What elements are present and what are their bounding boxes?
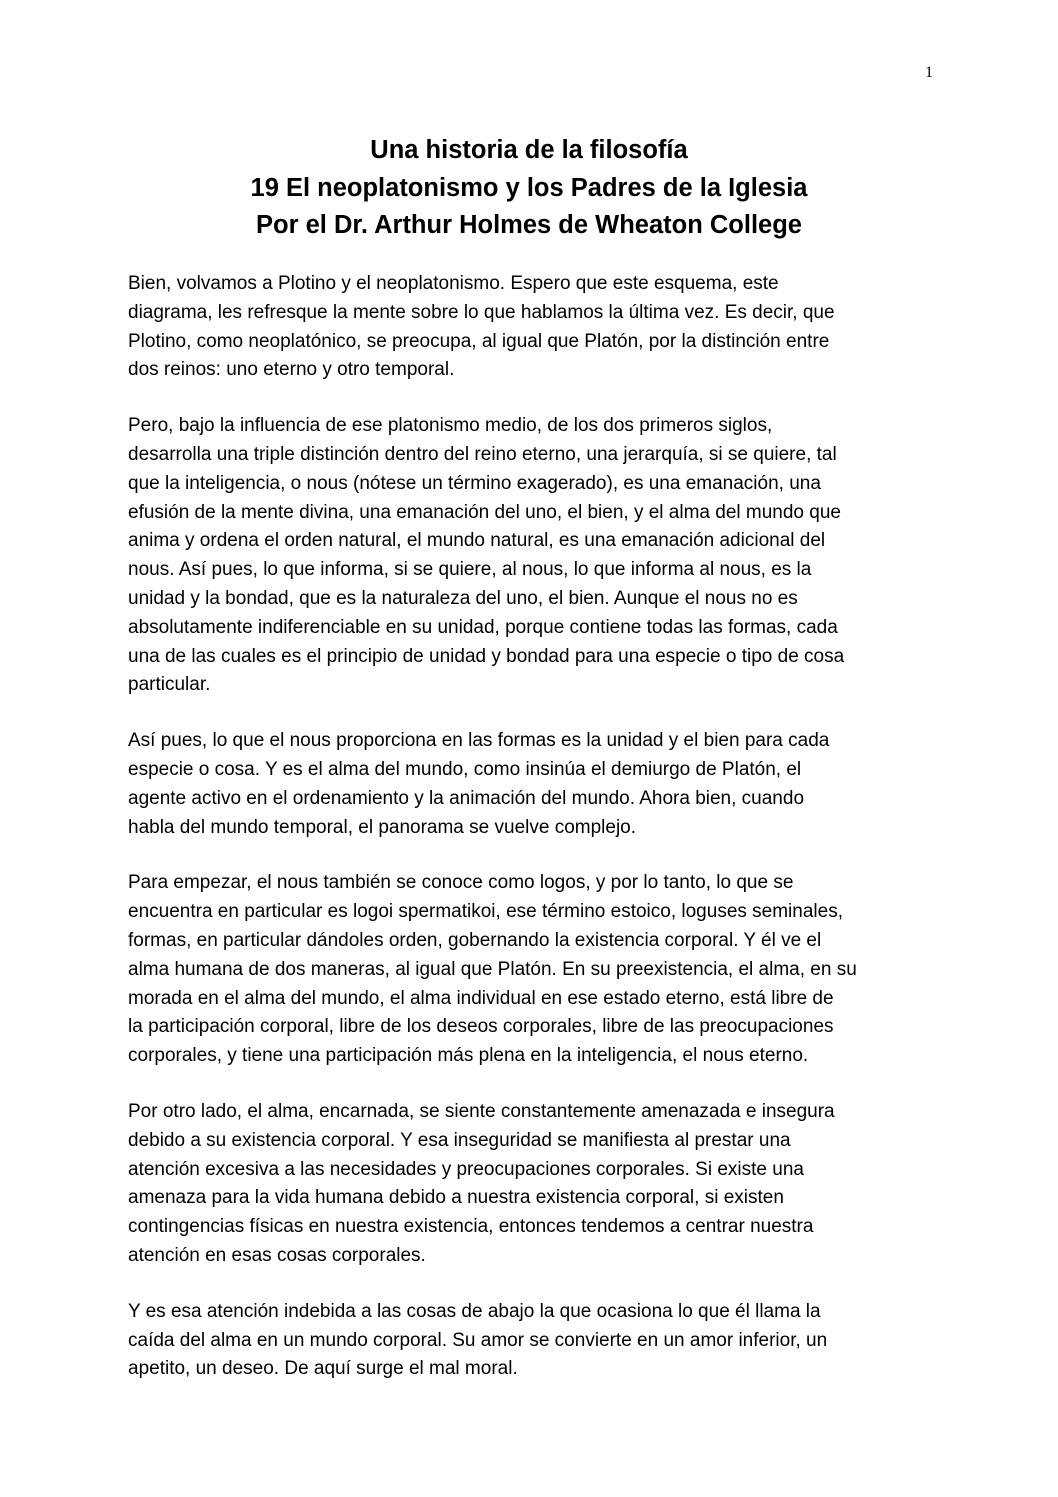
text-line: particular. bbox=[128, 674, 211, 696]
document-body bbox=[128, 270, 938, 1411]
text-line: caída del alma en un mundo corporal. Su amor se convierte en un amor inferior, un bbox=[128, 1329, 828, 1351]
paragraph bbox=[128, 1098, 938, 1271]
text-line: Y es esa atención indebida a las cosas de abajo la que ocasiona lo que él llama la bbox=[128, 1300, 821, 1322]
text-line: absolutamente indiferenciable en su unidad, porque contiene todas las formas, cada bbox=[128, 616, 838, 638]
text-line: alma humana de dos maneras, al igual que Platón. En su preexistencia, el alma, en su bbox=[128, 958, 857, 980]
text-line: desarrolla una triple distinción dentro del reino eterno, una jerarquía, si se quiere, tal bbox=[128, 443, 837, 465]
paragraph bbox=[128, 412, 938, 700]
text-line: dos reinos: uno eterno y otro temporal. bbox=[128, 359, 455, 381]
title-line: Una historia de la filosofía bbox=[370, 136, 688, 164]
paragraph bbox=[128, 869, 938, 1071]
text-line: Pero, bajo la influencia de ese platonismo medio, de los dos primeros siglos, bbox=[128, 415, 773, 437]
text-line: la participación corporal, libre de los deseos corporales, libre de las preocupaciones bbox=[128, 1016, 834, 1038]
text-line: unidad y la bondad, que es la naturaleza del uno, el bien. Aunque el nous no es bbox=[128, 587, 798, 609]
text-line: habla del mundo temporal, el panorama se vuelve complejo. bbox=[128, 816, 637, 838]
text-line: Así pues, lo que el nous proporciona en las formas es la unidad y el bien para cada bbox=[128, 730, 830, 752]
title-line: Por el Dr. Arthur Holmes de Wheaton College bbox=[256, 211, 802, 239]
paragraph bbox=[128, 727, 938, 842]
text-line: encuentra en particular es logoi spermatikoi, ese término estoico, loguses seminales, bbox=[128, 901, 843, 923]
text-line: apetito, un deseo. De aquí surge el mal moral. bbox=[128, 1358, 518, 1380]
title-line: 19 El neoplatonismo y los Padres de la Iglesia bbox=[250, 173, 808, 202]
text-line: atención en esas cosas corporales. bbox=[128, 1244, 426, 1266]
page-number: 1 bbox=[925, 64, 933, 81]
text-line: atención excesiva a las necesidades y preocupaciones corporales. Si existe una bbox=[128, 1158, 804, 1180]
text-line: Bien, volvamos a Plotino y el neoplatonismo. Espero que este esquema, este bbox=[128, 273, 779, 294]
text-line: contingencias físicas en nuestra existencia, entonces tendemos a centrar nuestra bbox=[128, 1216, 814, 1238]
text-line: morada en el alma del mundo, el alma individual en ese estado eterno, está libre de bbox=[128, 987, 834, 1009]
text-line: debido a su existencia corporal. Y esa inseguridad se manifiesta al prestar una bbox=[128, 1129, 791, 1151]
text-line: diagrama, les refresque la mente sobre lo que hablamos la última vez. Es decir, que bbox=[128, 301, 835, 323]
text-line: formas, en particular dándoles orden, gobernando la existencia corporal. Y él ve el bbox=[128, 929, 822, 951]
text-line: anima y ordena el orden natural, el mundo natural, es una emanación adicional del bbox=[128, 530, 826, 552]
document-title bbox=[0, 132, 1058, 245]
text-line: efusión de la mente divina, una emanación del uno, el bien, y el alma del mundo que bbox=[128, 501, 841, 523]
text-line: Por otro lado, el alma, encarnada, se siente constantemente amenazada e insegura bbox=[128, 1100, 835, 1122]
text-line: amenaza para la vida humana debido a nuestra existencia corporal, si existen bbox=[128, 1187, 784, 1209]
text-line: Para empezar, el nous también se conoce como logos, y por lo tanto, lo que se bbox=[128, 872, 794, 894]
text-line: que la inteligencia, o nous (nótese un término exagerado), es una emanación, una bbox=[128, 472, 821, 494]
text-line: especie o cosa. Y es el alma del mundo, como insinúa el demiurgo de Platón, el bbox=[128, 758, 802, 780]
text-line: nous. Así pues, lo que informa, si se quiere, al nous, lo que informa al nous, es la bbox=[128, 559, 812, 581]
text-line: Plotino, como neoplatónico, se preocupa, al igual que Platón, por la distinción entre bbox=[128, 330, 830, 352]
paragraph bbox=[128, 270, 938, 385]
text-line: una de las cuales es el principio de unidad y bondad para una especie o tipo de cosa bbox=[128, 645, 845, 667]
text-line: agente activo en el ordenamiento y la animación del mundo. Ahora bien, cuando bbox=[128, 787, 805, 809]
text-line: corporales, y tiene una participación más plena en la inteligencia, el nous eterno. bbox=[128, 1045, 809, 1067]
paragraph bbox=[128, 1298, 938, 1384]
